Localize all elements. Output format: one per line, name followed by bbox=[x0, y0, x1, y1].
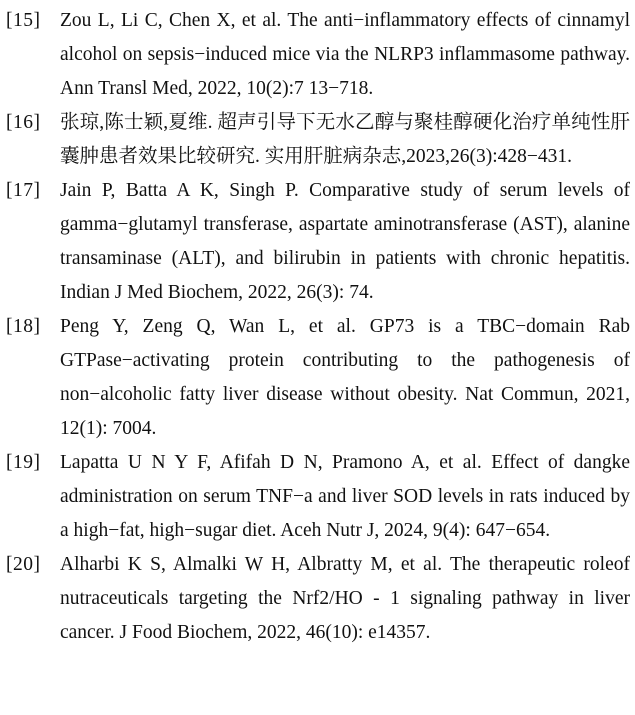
reference-text: Jain P, Batta A K, Singh P. Comparative study of serum levels of gamma−glutamyl transferase, aspartate aminotransferase (AST), alanine transaminase (ALT), and bilirubin in patients with chronic hepatitis. Indian J Med Biochem, 2022, 26(3): 74. bbox=[60, 180, 630, 303]
reference-item-15 bbox=[6, 4, 630, 106]
reference-text: Peng Y, Zeng Q, Wan L, et al. GP73 is a TBC−domain Rab GTPase−activating protein contributing to the pathogenesis of non−alcoholic fatty liver disease without obesity. Nat Commun, 2021, 12(1): 7004. bbox=[60, 316, 630, 439]
reference-item-19 bbox=[6, 446, 630, 548]
reference-number: [15] bbox=[6, 10, 41, 31]
reference-list bbox=[6, 4, 630, 650]
reference-text: Alharbi K S, Almalki W H, Albratty M, et al. The therapeutic roleof nutraceuticals targeting the Nrf2/HO - 1 signaling pathway in liver cancer. J Food Biochem, 2022, 46(10): e14357. bbox=[60, 554, 630, 643]
reference-text: Zou L, Li C, Chen X, et al. The anti−inflammatory effects of cinnamyl alcohol on sepsis−induced mice via the NLRP3 inflammasome pathway. Ann Transl Med, 2022, 10(2):7 13−718. bbox=[60, 10, 630, 99]
reference-item-16 bbox=[6, 106, 630, 174]
reference-number: [16] bbox=[6, 112, 41, 133]
reference-text: 张琼,陈士颖,夏维. 超声引导下无水乙醇与聚桂醇硬化治疗单纯性肝囊肿患者效果比较研究. 实用肝脏病杂志,2023,26(3):428−431. bbox=[60, 112, 630, 167]
reference-number: [18] bbox=[6, 316, 41, 337]
reference-item-20 bbox=[6, 548, 630, 650]
reference-text: Lapatta U N Y F, Afifah D N, Pramono A, et al. Effect of dangke administration on serum TNF−a and liver SOD levels in rats induced by a high−fat, high−sugar diet. Aceh Nutr J, 2024, 9(4): 647−654. bbox=[60, 452, 630, 541]
reference-number: [19] bbox=[6, 452, 41, 473]
reference-item-18 bbox=[6, 310, 630, 446]
reference-number: [17] bbox=[6, 180, 41, 201]
reference-number: [20] bbox=[6, 554, 41, 575]
reference-item-17 bbox=[6, 174, 630, 310]
